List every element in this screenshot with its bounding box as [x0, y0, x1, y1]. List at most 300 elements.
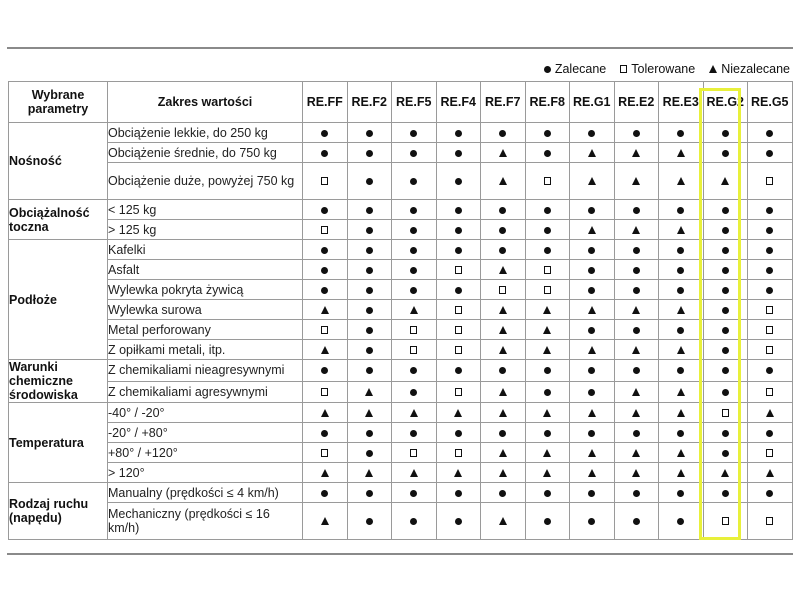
rating-cell [303, 360, 348, 382]
rating-cell [748, 381, 793, 403]
param-header: Wybrane parametry [9, 82, 108, 123]
triangle-icon [543, 326, 551, 334]
dot-icon [544, 130, 551, 137]
rating-cell [659, 300, 704, 320]
dot-icon [722, 287, 729, 294]
triangle-icon [321, 517, 329, 525]
dot-icon [499, 490, 506, 497]
triangle-icon [543, 346, 551, 354]
triangle-icon [454, 469, 462, 477]
triangle-icon [454, 409, 462, 417]
square-icon [321, 449, 328, 457]
group-label: Nośność [9, 123, 108, 200]
triangle-icon [677, 226, 685, 234]
rating-cell [347, 200, 392, 220]
triangle-icon [766, 469, 774, 477]
rating-cell [525, 443, 570, 463]
dot-icon [366, 247, 373, 254]
dot-icon [366, 327, 373, 334]
rating-cell [614, 503, 659, 540]
rating-cell [659, 423, 704, 443]
dot-icon [499, 430, 506, 437]
column-header-re-f8: RE.F8 [525, 82, 570, 123]
rating-cell [748, 220, 793, 240]
dot-icon [321, 267, 328, 274]
square-icon [544, 177, 551, 185]
dot-icon [544, 66, 551, 73]
rating-cell [525, 123, 570, 143]
range-cell: Obciążenie duże, powyżej 750 kg [108, 163, 303, 200]
rating-cell [748, 483, 793, 503]
column-header-re-f5: RE.F5 [392, 82, 437, 123]
table-row [9, 123, 793, 143]
square-icon [499, 286, 506, 294]
range-cell: < 125 kg [108, 200, 303, 220]
rating-cell [748, 360, 793, 382]
table-row [9, 240, 793, 260]
rating-cell [659, 220, 704, 240]
rating-cell [436, 220, 481, 240]
triangle-icon [499, 266, 507, 274]
rating-cell [303, 123, 348, 143]
triangle-icon [410, 306, 418, 314]
dot-icon [588, 518, 595, 525]
dot-icon [633, 490, 640, 497]
triangle-icon [632, 388, 640, 396]
dot-icon [722, 367, 729, 374]
square-icon [766, 449, 773, 457]
rating-cell [748, 423, 793, 443]
dot-icon [321, 130, 328, 137]
rating-cell [748, 320, 793, 340]
triangle-icon [677, 449, 685, 457]
dot-icon [722, 150, 729, 157]
dot-icon [499, 207, 506, 214]
rating-cell [481, 381, 526, 403]
rating-cell [347, 340, 392, 360]
rating-cell [570, 240, 615, 260]
rating-cell [392, 403, 437, 423]
rating-cell [347, 143, 392, 163]
rating-cell [525, 200, 570, 220]
rating-cell [392, 200, 437, 220]
dot-icon [544, 367, 551, 374]
rating-cell [481, 403, 526, 423]
triangle-icon [588, 226, 596, 234]
dot-icon [588, 287, 595, 294]
rating-cell [659, 463, 704, 483]
square-icon [321, 226, 328, 234]
rating-cell [392, 381, 437, 403]
dot-icon [766, 367, 773, 374]
rating-cell [525, 220, 570, 240]
rating-cell [570, 483, 615, 503]
dot-icon [766, 150, 773, 157]
column-header-re-f7: RE.F7 [481, 82, 526, 123]
rating-cell [614, 220, 659, 240]
rating-cell [303, 503, 348, 540]
triangle-icon [365, 469, 373, 477]
dot-icon [722, 247, 729, 254]
dot-icon [722, 450, 729, 457]
rating-cell [303, 320, 348, 340]
rating-cell [392, 280, 437, 300]
square-icon [455, 326, 462, 334]
rating-cell [303, 200, 348, 220]
rating-cell [570, 300, 615, 320]
rating-cell [614, 463, 659, 483]
range-cell: Z opiłkami metali, itp. [108, 340, 303, 360]
dot-icon [633, 130, 640, 137]
dot-icon [544, 227, 551, 234]
dot-icon [455, 518, 462, 525]
compatibility-table [8, 81, 793, 540]
triangle-icon [499, 306, 507, 314]
rating-cell [570, 123, 615, 143]
rating-cell [614, 423, 659, 443]
square-icon [410, 346, 417, 354]
dot-icon [633, 207, 640, 214]
triangle-icon [677, 149, 685, 157]
table-row [9, 483, 793, 503]
rating-cell [436, 123, 481, 143]
dot-icon [588, 327, 595, 334]
rating-cell [481, 340, 526, 360]
square-icon [620, 65, 627, 73]
top-rule [7, 47, 793, 49]
table-row [9, 143, 793, 163]
rating-cell [659, 320, 704, 340]
table-row [9, 200, 793, 220]
rating-cell [436, 381, 481, 403]
rating-cell [525, 463, 570, 483]
range-cell: Kafelki [108, 240, 303, 260]
rating-cell [748, 403, 793, 423]
rating-cell [614, 123, 659, 143]
rating-cell [392, 240, 437, 260]
rating-cell [659, 483, 704, 503]
triangle-icon [721, 469, 729, 477]
rating-cell [659, 163, 704, 200]
rating-cell [570, 360, 615, 382]
rating-cell [392, 340, 437, 360]
dot-icon [677, 267, 684, 274]
dot-icon [766, 207, 773, 214]
dot-icon [633, 367, 640, 374]
rating-cell [481, 483, 526, 503]
legend-item-niezalecane [709, 62, 790, 76]
dot-icon [722, 207, 729, 214]
square-icon [455, 266, 462, 274]
dot-icon [544, 389, 551, 396]
table-row [9, 463, 793, 483]
range-cell: Wylewka surowa [108, 300, 303, 320]
triangle-icon [632, 177, 640, 185]
rating-cell [748, 163, 793, 200]
dot-icon [410, 490, 417, 497]
dot-icon [677, 247, 684, 254]
bottom-rule [7, 553, 793, 555]
dot-icon [455, 247, 462, 254]
table-row [9, 320, 793, 340]
rating-cell [481, 143, 526, 163]
rating-cell [481, 163, 526, 200]
rating-cell [525, 381, 570, 403]
legend-item-zalecane [544, 62, 606, 76]
rating-cell [481, 240, 526, 260]
rating-cell [436, 463, 481, 483]
dot-icon [410, 130, 417, 137]
table-row [9, 163, 793, 200]
rating-cell [748, 300, 793, 320]
square-icon [455, 346, 462, 354]
square-icon [455, 388, 462, 396]
rating-cell [436, 143, 481, 163]
triangle-icon [543, 409, 551, 417]
dot-icon [677, 130, 684, 137]
rating-cell [436, 240, 481, 260]
rating-cell [614, 163, 659, 200]
dot-icon [544, 150, 551, 157]
dot-icon [455, 130, 462, 137]
square-icon [766, 306, 773, 314]
rating-cell [303, 443, 348, 463]
rating-cell [481, 200, 526, 220]
rating-cell [659, 200, 704, 220]
rating-cell [570, 320, 615, 340]
dot-icon [499, 130, 506, 137]
table-row [9, 220, 793, 240]
rating-cell [525, 143, 570, 163]
range-cell: -20° / +80° [108, 423, 303, 443]
group-label: Warunki chemiczne środowiska [9, 360, 108, 403]
rating-cell [347, 260, 392, 280]
square-icon [321, 388, 328, 396]
rating-cell [570, 260, 615, 280]
rating-cell [748, 240, 793, 260]
rating-cell [748, 143, 793, 163]
square-icon [766, 177, 773, 185]
dot-icon [455, 178, 462, 185]
dot-icon [677, 327, 684, 334]
dot-icon [366, 347, 373, 354]
square-icon [722, 409, 729, 417]
rating-cell [303, 423, 348, 443]
rating-cell [659, 260, 704, 280]
table-header-row [9, 82, 793, 123]
rating-cell [392, 143, 437, 163]
dot-icon [366, 267, 373, 274]
rating-cell [525, 340, 570, 360]
rating-cell [570, 143, 615, 163]
triangle-icon [499, 409, 507, 417]
rating-cell [392, 503, 437, 540]
range-cell: Manualny (prędkości ≤ 4 km/h) [108, 483, 303, 503]
rating-cell [703, 423, 748, 443]
rating-cell [703, 403, 748, 423]
rating-cell [481, 360, 526, 382]
rating-cell [614, 300, 659, 320]
square-icon [455, 449, 462, 457]
dot-icon [722, 347, 729, 354]
group-label: Temperatura [9, 403, 108, 483]
group-label: Podłoże [9, 240, 108, 360]
rating-cell [525, 503, 570, 540]
dot-icon [722, 307, 729, 314]
square-icon [410, 449, 417, 457]
dot-icon [366, 430, 373, 437]
rating-cell [303, 381, 348, 403]
rating-cell [525, 280, 570, 300]
rating-cell [481, 503, 526, 540]
dot-icon [588, 207, 595, 214]
dot-icon [633, 267, 640, 274]
dot-icon [544, 207, 551, 214]
triangle-icon [632, 346, 640, 354]
rating-cell [614, 200, 659, 220]
dot-icon [633, 247, 640, 254]
rating-cell [347, 280, 392, 300]
triangle-icon [365, 409, 373, 417]
triangle-icon [632, 306, 640, 314]
dot-icon [722, 227, 729, 234]
square-icon [722, 517, 729, 525]
dot-icon [544, 247, 551, 254]
rating-cell [703, 240, 748, 260]
legend-label: Tolerowane [631, 62, 696, 76]
dot-icon [544, 490, 551, 497]
rating-cell [303, 260, 348, 280]
rating-cell [436, 280, 481, 300]
dot-icon [766, 287, 773, 294]
dot-icon [677, 367, 684, 374]
triangle-icon [543, 469, 551, 477]
dot-icon [588, 389, 595, 396]
rating-cell [525, 403, 570, 423]
rating-cell [614, 260, 659, 280]
range-cell: Z chemikaliami nieagresywnymi [108, 360, 303, 382]
dot-icon [677, 430, 684, 437]
rating-cell [748, 443, 793, 463]
rating-cell [436, 163, 481, 200]
rating-cell [703, 163, 748, 200]
dot-icon [410, 178, 417, 185]
dot-icon [410, 247, 417, 254]
rating-cell [659, 443, 704, 463]
triangle-icon [677, 346, 685, 354]
rating-cell [570, 381, 615, 403]
dot-icon [321, 287, 328, 294]
range-cell: > 125 kg [108, 220, 303, 240]
triangle-icon [499, 346, 507, 354]
range-cell: Obciążenie średnie, do 750 kg [108, 143, 303, 163]
rating-cell [570, 423, 615, 443]
table-row [9, 340, 793, 360]
dot-icon [588, 247, 595, 254]
dot-icon [499, 227, 506, 234]
rating-cell [481, 220, 526, 240]
triangle-icon [588, 177, 596, 185]
dot-icon [766, 490, 773, 497]
legend-label: Zalecane [554, 62, 607, 76]
range-cell: +80° / +120° [108, 443, 303, 463]
dot-icon [455, 227, 462, 234]
rating-cell [347, 423, 392, 443]
triangle-icon [632, 149, 640, 157]
triangle-icon [499, 149, 507, 157]
rating-cell [303, 163, 348, 200]
group-label: Rodzaj ruchu (napędu) [9, 483, 108, 540]
triangle-icon [499, 449, 507, 457]
triangle-icon [588, 149, 596, 157]
rating-cell [570, 220, 615, 240]
rating-cell [525, 240, 570, 260]
rating-cell [525, 163, 570, 200]
square-icon [544, 286, 551, 294]
column-header-re-e2: RE.E2 [614, 82, 659, 123]
rating-cell [303, 403, 348, 423]
dot-icon [633, 287, 640, 294]
rating-cell [392, 260, 437, 280]
rating-cell [703, 483, 748, 503]
table-row [9, 403, 793, 423]
dot-icon [588, 367, 595, 374]
rating-cell [659, 123, 704, 143]
dot-icon [766, 430, 773, 437]
rating-cell [748, 200, 793, 220]
square-icon [766, 517, 773, 525]
dot-icon [722, 430, 729, 437]
dot-icon [633, 430, 640, 437]
triangle-icon [321, 409, 329, 417]
dot-icon [321, 430, 328, 437]
triangle-icon [632, 469, 640, 477]
rating-cell [570, 200, 615, 220]
triangle-icon [632, 226, 640, 234]
square-icon [321, 326, 328, 334]
rating-cell [303, 240, 348, 260]
rating-cell [436, 260, 481, 280]
rating-cell [614, 403, 659, 423]
rating-cell [481, 300, 526, 320]
range-cell: Obciążenie lekkie, do 250 kg [108, 123, 303, 143]
rating-cell [347, 220, 392, 240]
square-icon [766, 388, 773, 396]
dot-icon [766, 130, 773, 137]
rating-cell [303, 463, 348, 483]
rating-cell [703, 360, 748, 382]
rating-cell [436, 340, 481, 360]
rating-cell [347, 300, 392, 320]
rating-cell [748, 280, 793, 300]
rating-cell [347, 360, 392, 382]
rating-cell [570, 443, 615, 463]
rating-cell [570, 503, 615, 540]
rating-cell [436, 200, 481, 220]
dot-icon [410, 518, 417, 525]
rating-cell [392, 463, 437, 483]
triangle-icon [499, 469, 507, 477]
rating-cell [303, 340, 348, 360]
rating-cell [392, 220, 437, 240]
dot-icon [366, 367, 373, 374]
rating-cell [614, 320, 659, 340]
rating-cell [703, 503, 748, 540]
dot-icon [366, 518, 373, 525]
rating-cell [392, 423, 437, 443]
dot-icon [321, 150, 328, 157]
rating-cell [525, 300, 570, 320]
